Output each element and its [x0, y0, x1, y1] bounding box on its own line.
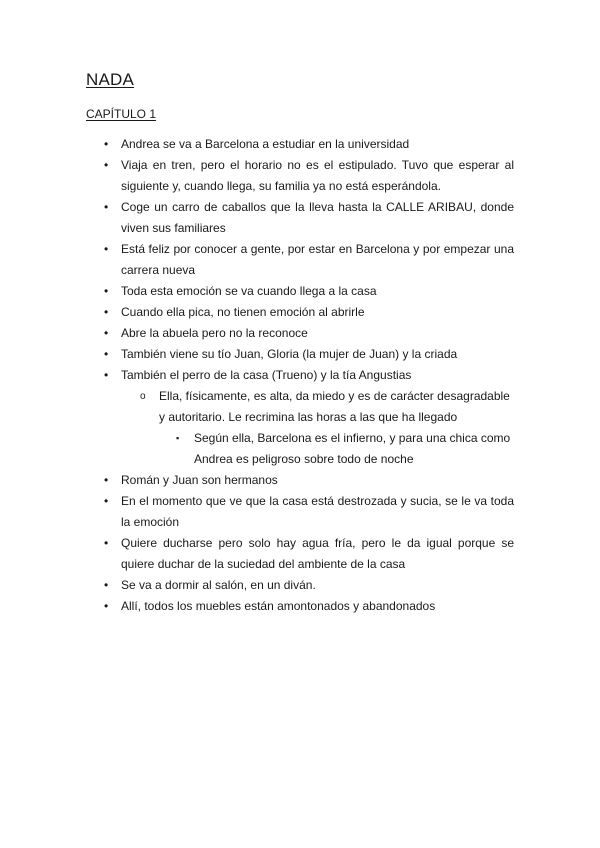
bullet-dot: • [104, 473, 109, 487]
list-item [0, 155, 514, 197]
bullet-dot: • [104, 200, 109, 214]
bullet-dot: • [104, 536, 109, 550]
list-item [0, 491, 514, 533]
bullet-dot: • [104, 158, 109, 172]
sub-list [121, 386, 514, 470]
chapter-heading: CAPÍTULO 1 [86, 107, 157, 121]
list-item-text: Toda esta emoción se va cuando llega a la casa [121, 284, 377, 298]
bullet-dot: • [104, 599, 109, 613]
list-item-text: Román y Juan son hermanos [121, 473, 278, 487]
list-item-text: Abre la abuela pero no la reconoce [121, 326, 308, 340]
list-item [0, 239, 514, 281]
bullet-list [0, 134, 600, 617]
list-item-text: Se va a dormir al salón, en un diván. [121, 578, 316, 592]
list-item-text: Quiere ducharse pero solo hay agua fría, pero le da igual porque se quiere duchar de la suciedad del ambiente de la casa [121, 536, 514, 571]
list-item-text: También el perro de la casa (Trueno) y la tía Angustias [121, 368, 412, 382]
list-item [0, 533, 514, 575]
bullet-dot: • [104, 242, 109, 256]
list-item-text: También viene su tío Juan, Gloria (la mujer de Juan) y la criada [121, 347, 458, 361]
list-item-text: Está feliz por conocer a gente, por estar en Barcelona y por empezar una carrera nueva [121, 242, 514, 277]
sub-list-item-text: Ella, físicamente, es alta, da miedo y es de carácter desagradable y autoritario. Le recrimina las horas a las que ha llegado [159, 389, 510, 424]
bullet-dot: • [104, 578, 109, 592]
bullet-dot: • [104, 305, 109, 319]
list-item-text: Viaja en tren, pero el horario no es el estipulado. Tuvo que esperar al siguiente y, cuando llega, su familia ya no está esperándola. [121, 158, 514, 193]
sub-sub-list-item-text: Según ella, Barcelona es el infierno, y para una chica como Andrea es peligroso sobre todo de noche [194, 431, 511, 466]
list-item [0, 596, 514, 617]
document-title: NADA [86, 70, 135, 89]
list-item [0, 323, 514, 344]
list-item-text: Coge un carro de caballos que la lleva hasta la CALLE ARIBAU, donde viven sus familiares [121, 200, 514, 235]
list-item [0, 575, 514, 596]
list-item-text: Allí, todos los muebles están amontonados y abandonados [121, 599, 436, 613]
list-item-text: Andrea se va a Barcelona a estudiar en la universidad [121, 137, 410, 151]
bullet-dot: • [104, 326, 109, 340]
sub-sub-list-item [0, 428, 514, 470]
bullet-dot: • [104, 494, 109, 508]
sub-sub-list [159, 428, 514, 470]
list-item-text: Cuando ella pica, no tienen emoción al abrirle [121, 305, 365, 319]
bullet-dot: • [104, 347, 109, 361]
bullet-circle: o [140, 391, 146, 402]
list-item [0, 365, 514, 470]
list-item [0, 197, 514, 239]
bullet-square: ▪ [176, 433, 180, 443]
list-item [0, 344, 514, 365]
bullet-dot: • [104, 368, 109, 382]
list-item [0, 302, 514, 323]
bullet-dot: • [104, 284, 109, 298]
list-item [0, 281, 514, 302]
list-item [0, 134, 514, 155]
sub-list-item [0, 386, 514, 470]
bullet-dot: • [104, 137, 109, 151]
list-item-text: En el momento que ve que la casa está destrozada y sucia, se le va toda la emoción [121, 494, 514, 529]
list-item [0, 470, 514, 491]
